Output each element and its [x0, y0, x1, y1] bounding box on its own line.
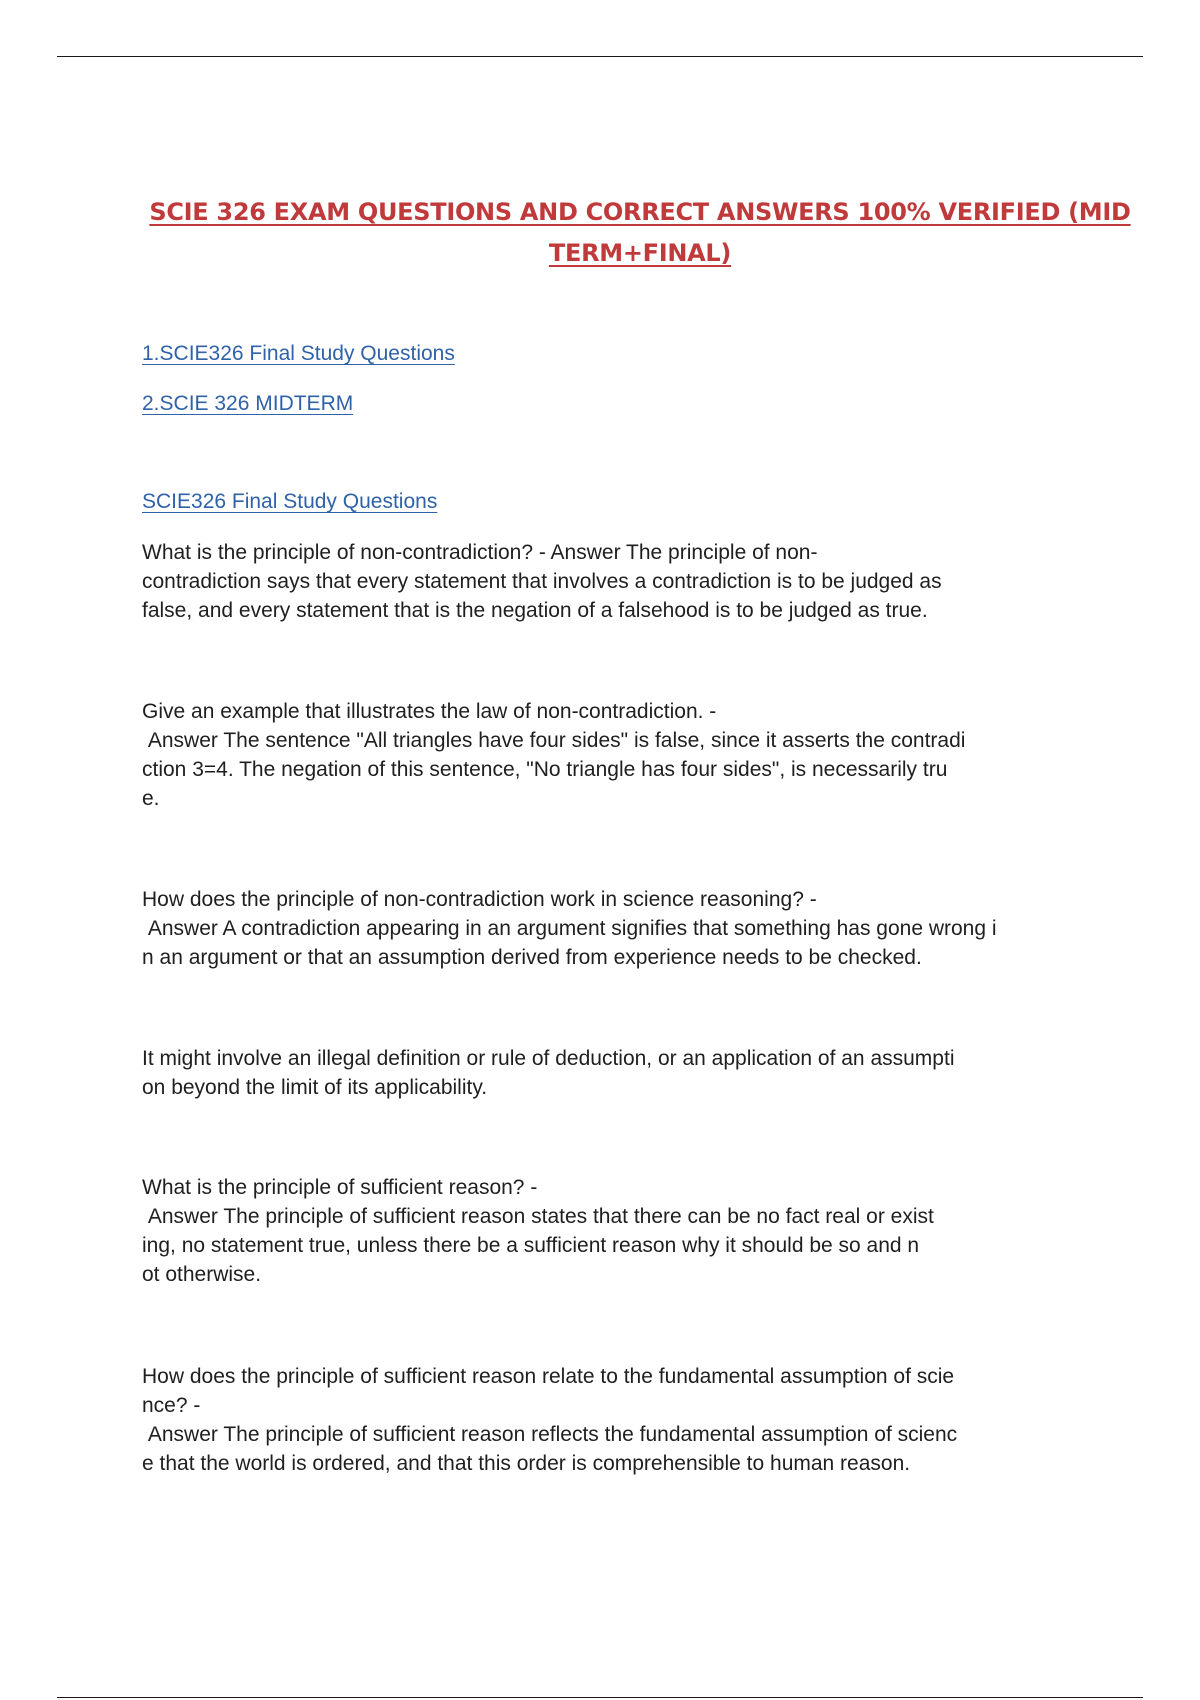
- qa-block: How does the principle of non-contradiction work in science reasoning? - Answer A contradiction appearing in an argument signifies that something has gone wrong i n an argument or that an assumption derived from experience needs to be checked.: [142, 888, 997, 969]
- qa-block: What is the principle of sufficient reason? - Answer The principle of sufficient reason states that there can be no fact real or exist ing, no statement true, unless there be a sufficient reason why it should be so and n ot otherwise.: [142, 1176, 934, 1286]
- qa-block: Give an example that illustrates the law of non-contradiction. - Answer The sentence "All triangles have four sides" is false, since it asserts the contradi ction 3=4. The negation of this sentence, "No triangle has four sides", is necessarily tru e.: [142, 700, 966, 810]
- qa-block: How does the principle of sufficient reason relate to the fundamental assumption of scie nce? - Answer The principle of sufficient reason reflects the fundamental assumption of scienc e that the world is ordered, and that this order is comprehensible to human reason.: [142, 1365, 958, 1475]
- toc-item: [142, 390, 455, 440]
- toc-item-label: SCIE326 Final Study Questions: [159, 342, 455, 365]
- toc-item-number: 1.: [142, 342, 160, 365]
- qa-block: What is the principle of non-contradiction? - Answer The principle of non- contradiction says that every statement that involves a contradiction is to be judged as false, and every statement that is the negation of a falsehood is to be judged as true.: [142, 541, 942, 622]
- bottom-rule: [57, 1697, 1143, 1698]
- qa-block: It might involve an illegal definition or rule of deduction, or an application of an assumpti on beyond the limit of its applicability.: [142, 1047, 955, 1099]
- toc-link-midterm[interactable]: [142, 392, 353, 415]
- toc-item-label: SCIE 326 MIDTERM: [159, 392, 354, 415]
- toc-item-number: 2.: [142, 392, 160, 415]
- toc-link-final-study-questions[interactable]: [142, 342, 455, 365]
- toc-item: [142, 340, 455, 390]
- document-title: SCIE 326 EXAM QUESTIONS AND CORRECT ANSWERS 100% VERIFIED (MID TERM+FINAL): [149, 198, 1131, 267]
- section-heading-final-study-questions[interactable]: SCIE326 Final Study Questions: [142, 490, 438, 513]
- top-rule: [57, 56, 1143, 57]
- table-of-contents: [142, 340, 455, 440]
